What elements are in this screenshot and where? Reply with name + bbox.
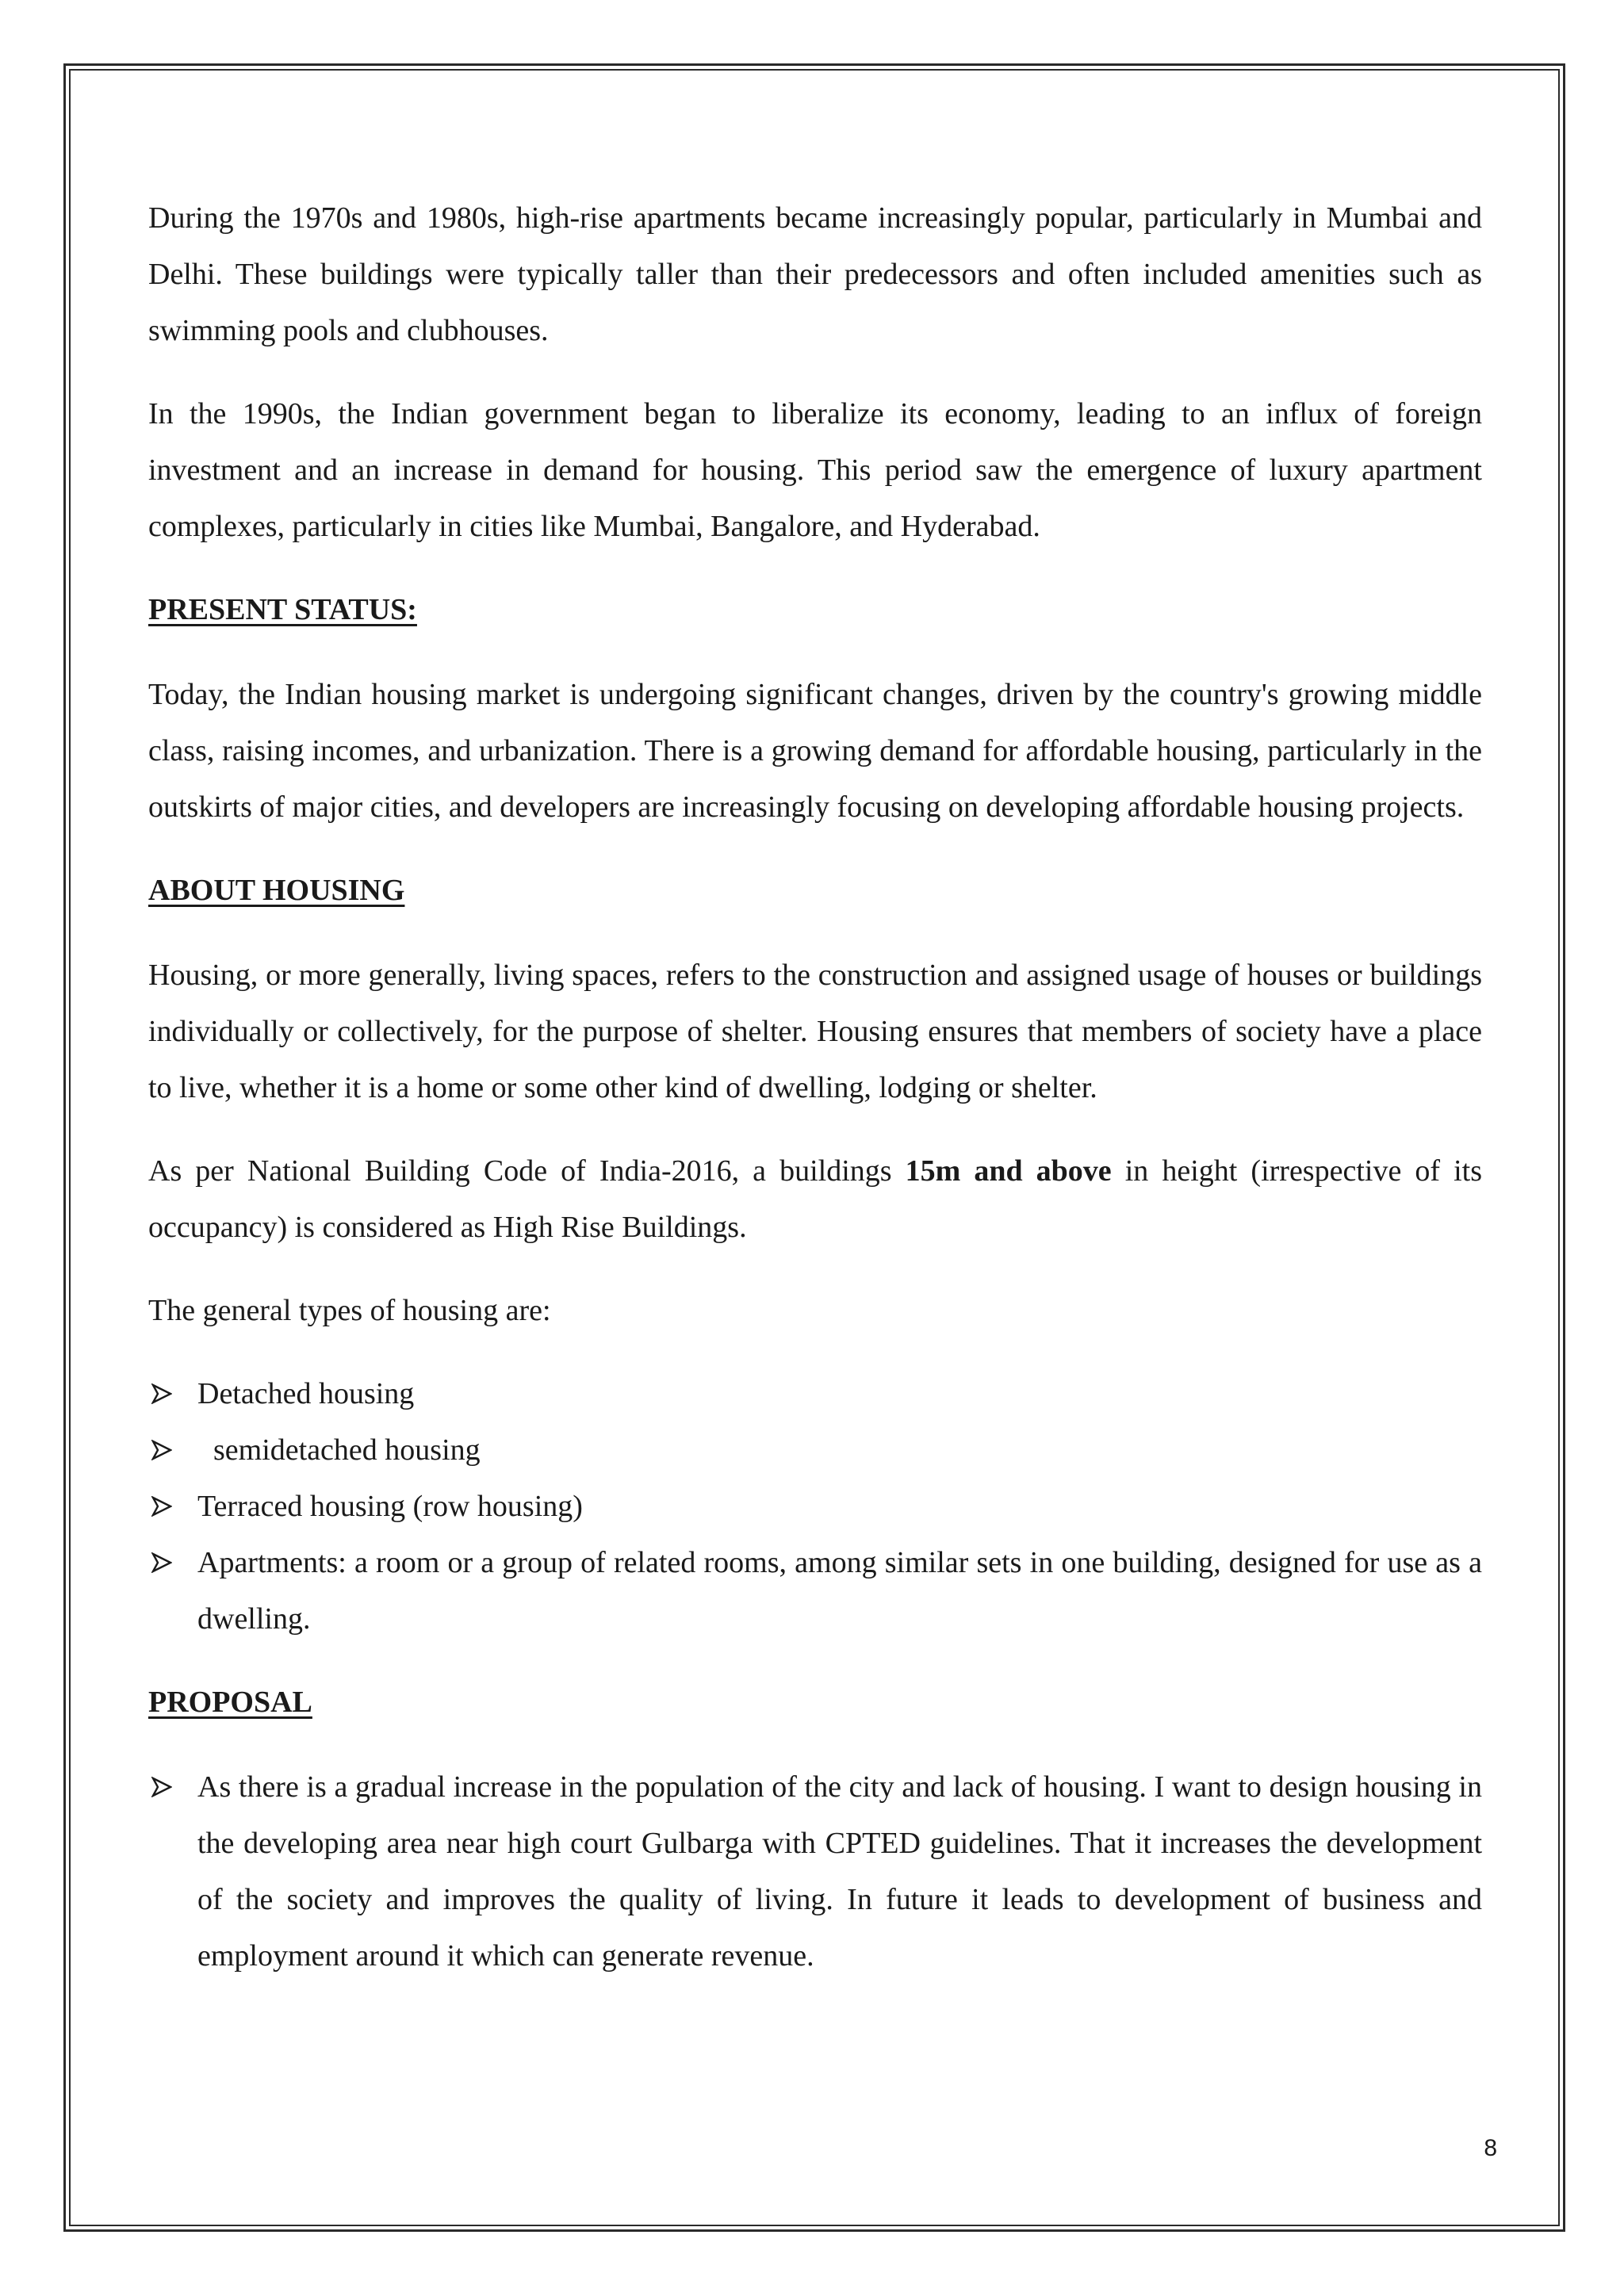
arrow-bullet-icon (148, 1535, 180, 1591)
arrow-bullet-icon (148, 1422, 180, 1479)
housing-types-list (148, 1366, 1482, 1647)
list-item-text: As there is a gradual increase in the population of the city and lack of housing. I want to design housing in the developing area near high court Gulbarga with CPTED guidelines. That it increases the development of the society and improves the quality of living. In future it leads to development of business and employment around it which can generate revenue. (197, 1770, 1482, 1973)
list-item (148, 1366, 1482, 1422)
page-number: 8 (1484, 2135, 1497, 2161)
list-item-text: Terraced housing (row housing) (197, 1490, 583, 1523)
nbc-text-after: in height (irrespective of its occupancy) is considered as High Rise Buildings. (148, 1154, 1482, 1244)
heading-proposal: PROPOSAL (148, 1686, 312, 1719)
paragraph-nbc (148, 1143, 1482, 1256)
heading-present-status: PRESENT STATUS: (148, 593, 417, 626)
arrow-bullet-icon (148, 1759, 180, 1816)
list-item-text: Apartments: a room or a group of related rooms, among similar sets in one building, designed for use as a dwelling. (197, 1546, 1482, 1636)
list-item (148, 1479, 1482, 1535)
list-item (148, 1759, 1482, 1984)
nbc-text-before: As per National Building Code of India-2016, a buildings (148, 1154, 906, 1188)
nbc-text-bold: 15m and above (905, 1154, 1112, 1188)
paragraph-about-housing: Housing, or more generally, living spaces, refers to the construction and assigned usage of houses or buildings individually or collectively, for the purpose of shelter. Housing ensures that members of society have a place to live, whether it is a home or some other kind of dwelling, lodging or shelter. (148, 959, 1482, 1104)
paragraph-1990s: In the 1990s, the Indian government began to liberalize its economy, leading to an influx of foreign investment and an increase in demand for housing. This period saw the emergence of luxury apartment complexes, particularly in cities like Mumbai, Bangalore, and Hyderabad. (148, 397, 1482, 543)
proposal-list (148, 1759, 1482, 1984)
paragraph-1970s: During the 1970s and 1980s, high-rise apartments became increasingly popular, particularly in Mumbai and Delhi. These buildings were typically taller than their predecessors and often included amenities such as swimming pools and clubhouses. (148, 201, 1482, 347)
arrow-bullet-icon (148, 1479, 180, 1535)
list-item-text: semidetached housing (213, 1433, 481, 1467)
list-item-text: Detached housing (197, 1377, 415, 1410)
page-content (148, 190, 1482, 2011)
arrow-bullet-icon (148, 1366, 180, 1422)
list-item (148, 1422, 1482, 1479)
heading-about-housing: ABOUT HOUSING (148, 874, 405, 907)
list-item (148, 1535, 1482, 1647)
paragraph-types-intro: The general types of housing are: (148, 1294, 551, 1327)
paragraph-present-status: Today, the Indian housing market is undergoing significant changes, driven by the country's growing middle class, raising incomes, and urbanization. There is a growing demand for affordable housing, particularly in the outskirts of major cities, and developers are increasingly focusing on developing affordable housing projects. (148, 678, 1482, 824)
